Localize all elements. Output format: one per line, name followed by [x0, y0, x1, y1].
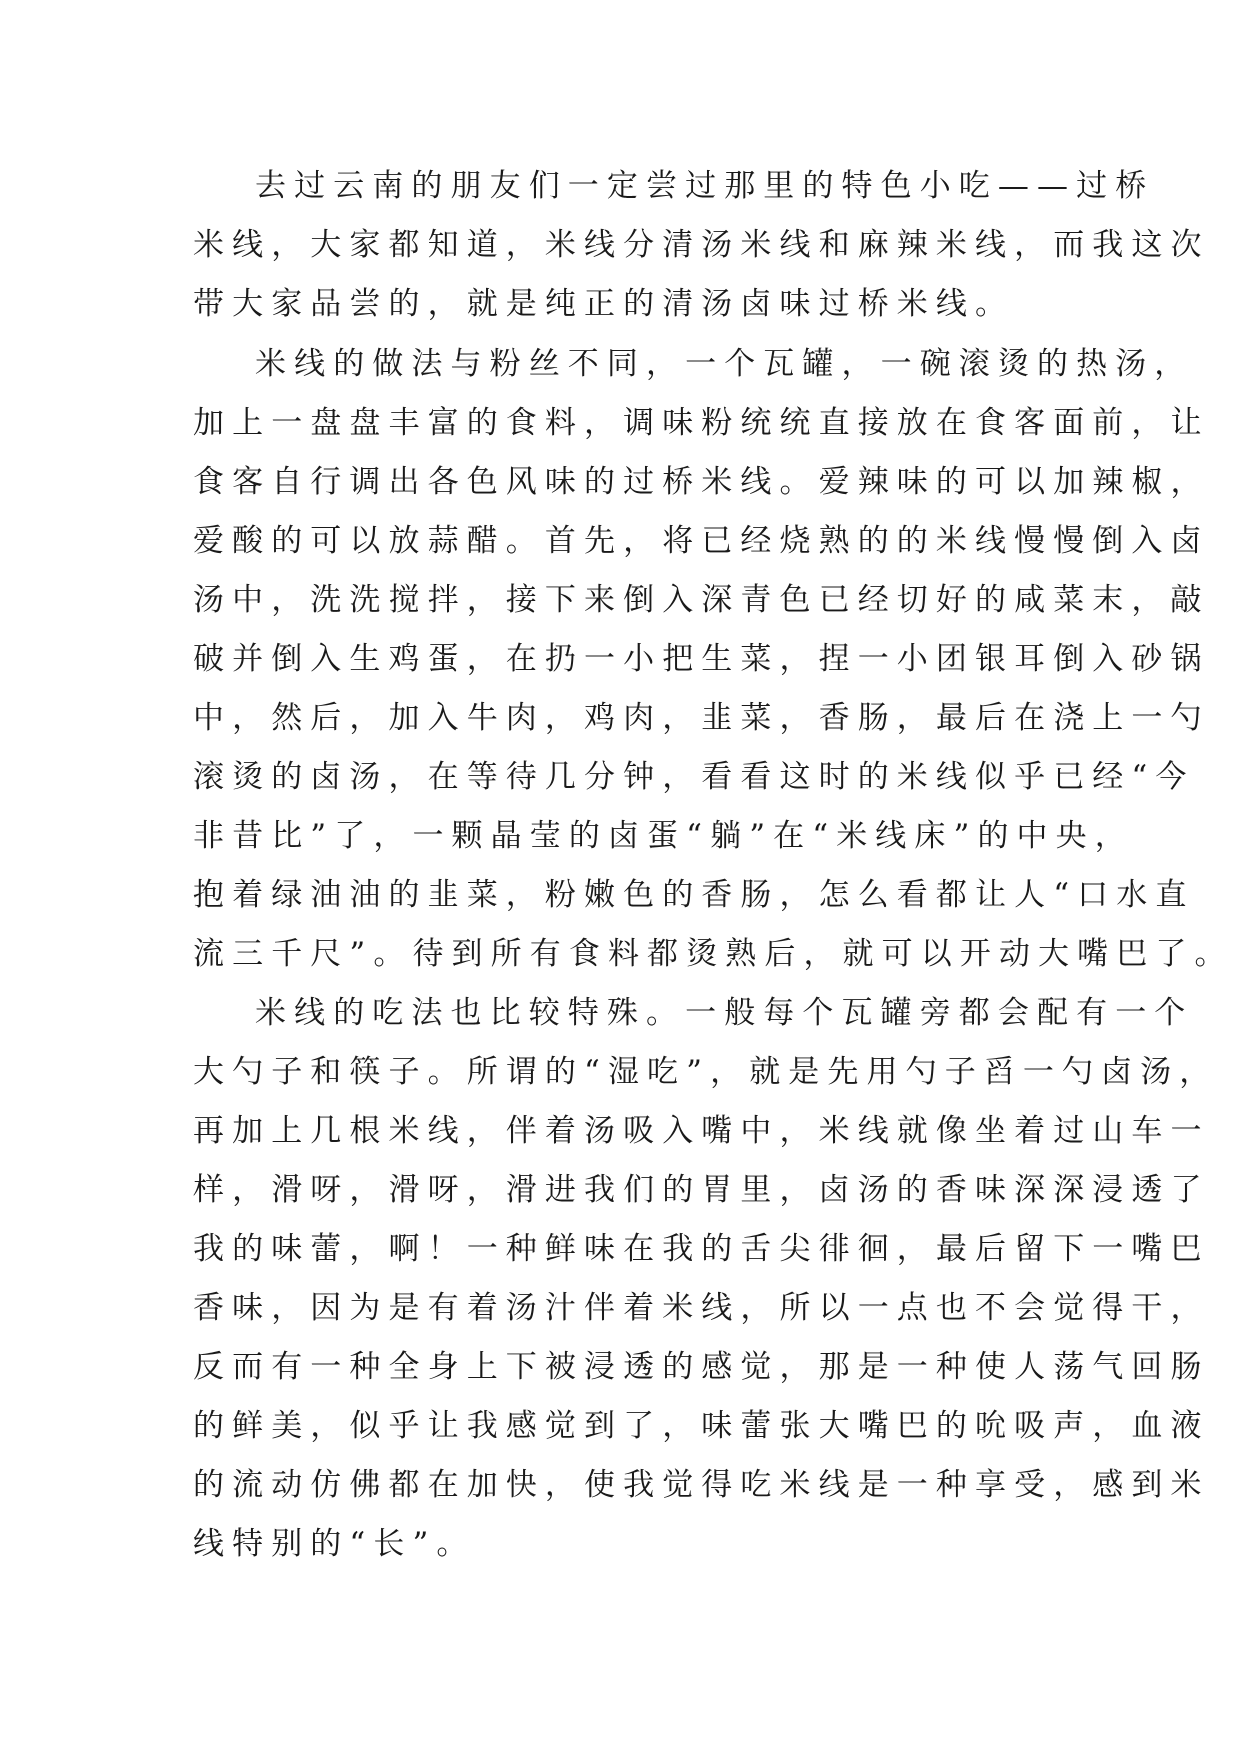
paragraph-1-line-2: 米线，大家都知道，米线分清汤米线和麻辣米线，而我这次 [193, 227, 1210, 263]
paragraph-3-line-10: 线特别的“长”。 [193, 1526, 476, 1562]
paragraph-2-line-9: 非昔比”了，一颗晶莹的卤蛋“躺”在“米线床”的中央， [193, 818, 1134, 854]
paragraph-1-line-1: 去过云南的朋友们一定尝过那里的特色小吃——过桥 [255, 168, 1155, 204]
paragraph-3-line-5: 我的味蕾，啊！一种鲜味在我的舌尖徘徊，最后留下一嘴巴 [193, 1231, 1210, 1267]
paragraph-1-line-3: 带大家品尝的，就是纯正的清汤卤味过桥米线。 [193, 286, 1015, 322]
paragraph-3-line-7: 反而有一种全身上下被浸透的感觉，那是一种使人荡气回肠 [193, 1349, 1210, 1385]
paragraph-3-line-1: 米线的吃法也比较特殊。一般每个瓦罐旁都会配有一个 [255, 995, 1194, 1031]
paragraph-3-line-2: 大勺子和筷子。所谓的“湿吃”，就是先用勺子舀一勺卤汤， [193, 1054, 1219, 1090]
paragraph-2-line-2: 加上一盘盘丰富的食料，调味粉统统直接放在食客面前，让 [193, 405, 1210, 441]
paragraph-2-line-5: 汤中，洗洗搅拌，接下来倒入深青色已经切好的咸菜末，敲 [193, 582, 1210, 618]
paragraph-3-line-6: 香味，因为是有着汤汁伴着米线，所以一点也不会觉得干， [193, 1290, 1210, 1326]
paragraph-3-line-8: 的鲜美，似乎让我感觉到了，味蕾张大嘴巴的吮吸声，血液 [193, 1408, 1210, 1444]
paragraph-3-line-4: 样，滑呀，滑呀，滑进我们的胃里，卤汤的香味深深浸透了 [193, 1172, 1210, 1208]
paragraph-2-line-4: 爱酸的可以放蒜醋。首先，将已经烧熟的的米线慢慢倒入卤 [193, 523, 1210, 559]
paragraph-3-line-9: 的流动仿佛都在加快，使我觉得吃米线是一种享受，感到米 [193, 1467, 1210, 1503]
paragraph-2-line-10: 抱着绿油油的韭菜，粉嫩色的香肠，怎么看都让人“口水直 [193, 877, 1195, 913]
paragraph-2-line-6: 破并倒入生鸡蛋，在扔一小把生菜，捏一小团银耳倒入砂锅 [193, 641, 1210, 677]
paragraph-2-line-1: 米线的做法与粉丝不同，一个瓦罐，一碗滚烫的热汤， [255, 346, 1194, 382]
paragraph-2-line-11: 流三千尺”。待到所有食料都烫熟后，就可以开动大嘴巴了。 [193, 936, 1234, 972]
paragraph-2-line-3: 食客自行调出各色风味的过桥米线。爱辣味的可以加辣椒， [193, 464, 1210, 500]
paragraph-2-line-8: 滚烫的卤汤，在等待几分钟，看看这时的米线似乎已经“今 [193, 759, 1195, 795]
paragraph-3-line-3: 再加上几根米线，伴着汤吸入嘴中，米线就像坐着过山车一 [193, 1113, 1210, 1149]
paragraph-2-line-7: 中，然后，加入牛肉，鸡肉，韭菜，香肠，最后在浇上一勺 [193, 700, 1210, 736]
